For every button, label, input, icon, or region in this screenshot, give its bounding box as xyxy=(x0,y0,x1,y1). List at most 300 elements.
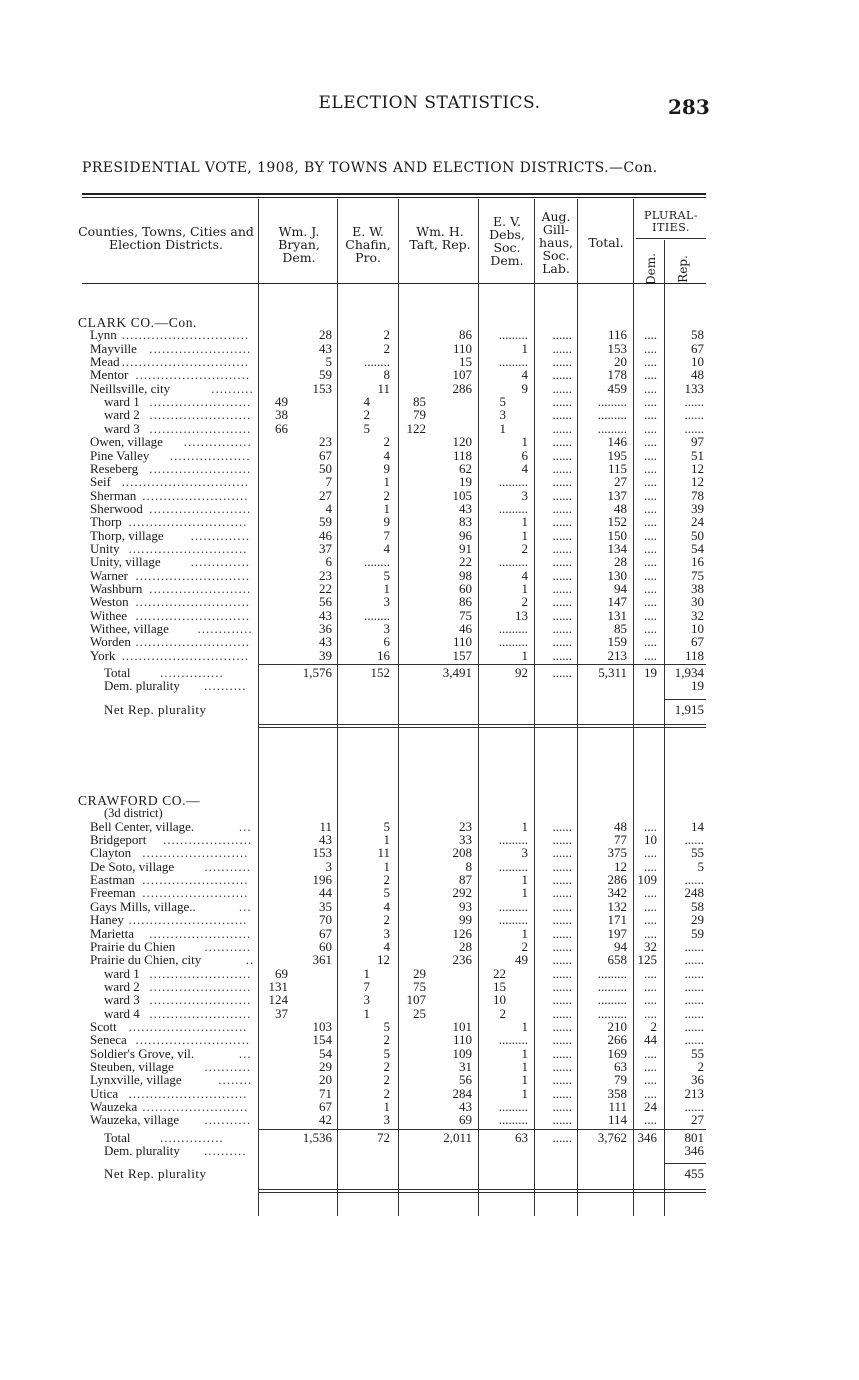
cell-taft: 62 xyxy=(459,460,472,476)
cell-gill: ...... xyxy=(552,581,572,596)
cell-total: 146 xyxy=(607,434,627,450)
cell-dem: .... xyxy=(644,460,657,476)
cell-chafin: 1 xyxy=(383,500,390,516)
cell-gill: ...... xyxy=(552,845,572,861)
cell-taft: 86 xyxy=(459,327,472,343)
cell-taft: 86 xyxy=(459,594,472,610)
cell-gill: ...... xyxy=(552,1018,572,1034)
cell-bryan: 22 xyxy=(319,581,332,596)
table-row xyxy=(0,846,859,859)
cell-bryan: 6 xyxy=(325,554,332,570)
cell-total: ......... xyxy=(597,978,627,994)
cell-total: 85 xyxy=(614,621,627,637)
cell-chafin: 2 xyxy=(383,1059,390,1074)
table-row xyxy=(0,475,859,488)
cell-taft: 96 xyxy=(459,527,472,543)
cell-taft: 31 xyxy=(459,1059,472,1074)
cell-gill: ...... xyxy=(552,992,572,1008)
cell-taft: 284 xyxy=(452,1085,472,1101)
cell-rep: 2 xyxy=(697,1059,704,1074)
table-row xyxy=(0,820,859,833)
row-label: ward 2 xyxy=(104,978,140,994)
leader-dots: ........... xyxy=(204,1112,252,1128)
cell-total: 63 xyxy=(614,1059,627,1074)
cell-chafin: 8 xyxy=(383,367,390,383)
table-row xyxy=(0,435,859,448)
cell-taft: 110 xyxy=(452,1032,472,1048)
cell-total: 197 xyxy=(607,925,627,941)
cell-rep: 19 xyxy=(691,678,704,694)
cell-chafin: 5 xyxy=(383,1045,390,1061)
cell-taft: 85 xyxy=(413,394,426,410)
cell-rep: 213 xyxy=(684,1085,704,1101)
cell-taft: 99 xyxy=(459,912,472,928)
header-name: Counties, Towns, Cities and Election Districts. xyxy=(78,224,254,252)
cell-dem: .... xyxy=(644,1059,657,1074)
cell-rep: ...... xyxy=(684,1005,704,1021)
cell-gill: ...... xyxy=(552,527,572,543)
table-row xyxy=(0,1113,859,1126)
cell-chafin: 2 xyxy=(383,340,390,356)
cell-dem: .... xyxy=(644,420,657,436)
cell-taft: 33 xyxy=(459,832,472,848)
table-row xyxy=(0,953,859,966)
cell-taft: 122 xyxy=(406,420,426,436)
cell-dem: .... xyxy=(644,340,657,356)
leader-dots: ... xyxy=(238,1045,252,1061)
cell-chafin: 12 xyxy=(377,952,390,968)
cell-chafin: ........ xyxy=(364,607,390,623)
cell-debs: 5 xyxy=(499,394,506,410)
cell-dem: .... xyxy=(644,1072,657,1088)
cell-gill: ...... xyxy=(552,474,572,490)
table-row xyxy=(0,502,859,515)
cell-bryan: 23 xyxy=(319,567,332,583)
cell-rep: 38 xyxy=(691,581,704,596)
leader-dots: .............................. xyxy=(121,474,250,490)
cell-dem: .... xyxy=(644,858,657,874)
cell-rep: ...... xyxy=(684,394,704,410)
cell-taft: 157 xyxy=(452,647,472,663)
cell-bryan: 60 xyxy=(319,938,332,954)
cell-total: 12 xyxy=(614,858,627,874)
cell-dem: .... xyxy=(644,540,657,556)
cell-dem: .... xyxy=(644,992,657,1008)
cell-debs: 92 xyxy=(515,665,528,681)
cell-taft: 292 xyxy=(452,885,472,901)
cell-rep: 48 xyxy=(691,367,704,383)
cell-dem: .... xyxy=(644,634,657,650)
cell-debs: ......... xyxy=(498,858,528,874)
leader-dots: ......................... xyxy=(142,885,249,901)
cell-dem: .... xyxy=(644,474,657,490)
table-row xyxy=(0,529,859,542)
cell-bryan: 67 xyxy=(319,447,332,463)
cell-total: 150 xyxy=(607,527,627,543)
cell-gill: ...... xyxy=(552,965,572,981)
row-label: Sherman xyxy=(90,487,137,503)
cell-taft: 2,011 xyxy=(443,1129,472,1145)
net-rule xyxy=(664,1163,706,1164)
cell-bryan: 1,576 xyxy=(302,665,332,681)
cell-taft: 15 xyxy=(459,354,472,370)
cell-taft: 75 xyxy=(413,978,426,994)
row-label: Thorp, village xyxy=(90,527,164,543)
row-label: Eastman xyxy=(90,872,135,888)
leader-dots: ........................... xyxy=(135,594,251,610)
table-row xyxy=(0,1020,859,1033)
cell-total: 213 xyxy=(607,647,627,663)
cell-total: 286 xyxy=(607,872,627,888)
row-label: Neillsville, city xyxy=(90,380,171,396)
row-label: Bell Center, village. xyxy=(90,818,195,834)
cell-bryan: 23 xyxy=(319,434,332,450)
cell-total: 5,311 xyxy=(598,665,627,681)
cell-chafin: 4 xyxy=(383,540,390,556)
cell-total: 132 xyxy=(607,898,627,914)
cell-gill: ...... xyxy=(552,407,572,423)
cell-gill: ...... xyxy=(552,380,572,396)
cell-taft: 23 xyxy=(459,818,472,834)
row-label: Utica xyxy=(90,1085,119,1101)
cell-dem: .... xyxy=(644,898,657,914)
pluralities-rule xyxy=(636,238,706,239)
cell-chafin: 5 xyxy=(383,818,390,834)
cell-rep: 14 xyxy=(691,818,704,834)
cell-gill: ...... xyxy=(552,1129,572,1145)
cell-bryan: 59 xyxy=(319,514,332,530)
row-label: Pine Valley xyxy=(90,447,150,463)
cell-chafin: 1 xyxy=(363,965,370,981)
leader-dots: ........... xyxy=(204,938,252,954)
cell-bryan: 11 xyxy=(319,818,332,834)
row-label: Washburn xyxy=(90,581,143,596)
cell-rep: 24 xyxy=(691,514,704,530)
row-label: Total xyxy=(104,1129,131,1145)
leader-dots: ........................... xyxy=(135,607,251,623)
table-row xyxy=(0,980,859,993)
row-label: Net Rep. plurality xyxy=(104,701,207,717)
page-number: 283 xyxy=(668,95,710,119)
cell-taft: 110 xyxy=(452,634,472,650)
row-label: Reseberg xyxy=(90,460,139,476)
leader-dots: .............................. xyxy=(121,354,250,370)
cell-gill: ...... xyxy=(552,327,572,343)
cell-total: 27 xyxy=(614,474,627,490)
table-row xyxy=(0,940,859,953)
cell-bryan: 1,536 xyxy=(302,1129,332,1145)
cell-gill: ...... xyxy=(552,898,572,914)
row-label: Sherwood xyxy=(90,500,143,516)
row-label: Thorp xyxy=(90,514,122,530)
row-label: Wauzeka xyxy=(90,1099,138,1115)
cell-dem: .... xyxy=(644,845,657,861)
leader-dots: ......................... xyxy=(142,845,249,861)
cell-bryan: 103 xyxy=(312,1018,332,1034)
cell-dem: .... xyxy=(644,978,657,994)
table-row xyxy=(0,462,859,475)
cell-chafin: 3 xyxy=(383,1112,390,1128)
cell-taft: 105 xyxy=(452,487,472,503)
cell-bryan: 154 xyxy=(312,1032,332,1048)
cell-dem: 44 xyxy=(644,1032,657,1048)
cell-dem: .... xyxy=(644,1085,657,1101)
cell-debs: ......... xyxy=(498,898,528,914)
cell-debs: ......... xyxy=(498,354,528,370)
cell-debs: 4 xyxy=(521,460,528,476)
table-row xyxy=(0,582,859,595)
cell-taft: 118 xyxy=(452,447,472,463)
table-row xyxy=(0,342,859,355)
cell-chafin: 5 xyxy=(363,420,370,436)
cell-gill: ...... xyxy=(552,872,572,888)
header-debs: E. V. Debs, Soc. Dem. xyxy=(489,214,525,268)
row-label: Worden xyxy=(90,634,131,650)
row-label: Seneca xyxy=(90,1032,127,1048)
row-label: Unity, village xyxy=(90,554,161,570)
cell-dem: .... xyxy=(644,594,657,610)
cell-debs: ......... xyxy=(498,474,528,490)
cell-debs: 2 xyxy=(499,1005,506,1021)
leader-dots: ........................... xyxy=(135,367,251,383)
cell-bryan: 42 xyxy=(319,1112,332,1128)
cell-taft: 107 xyxy=(406,992,426,1008)
cell-dem: .... xyxy=(644,912,657,928)
leader-dots: ................... xyxy=(169,447,251,463)
table-row xyxy=(0,1060,859,1073)
leader-dots: ..................... xyxy=(163,832,253,848)
cell-taft: 43 xyxy=(459,500,472,516)
cell-gill: ...... xyxy=(552,540,572,556)
cell-total: 210 xyxy=(607,1018,627,1034)
row-label: Owen, village xyxy=(90,434,163,450)
cell-chafin: 1 xyxy=(383,581,390,596)
cell-rep: 27 xyxy=(691,1112,704,1128)
row-label: Unity xyxy=(90,540,120,556)
cell-bryan: 3 xyxy=(325,858,332,874)
table-row xyxy=(0,1073,859,1086)
cell-chafin: 3 xyxy=(383,925,390,941)
leader-dots: ........... xyxy=(204,1059,252,1074)
cell-bryan: 67 xyxy=(319,1099,332,1115)
cell-debs: ......... xyxy=(498,912,528,928)
cell-dem: .... xyxy=(644,514,657,530)
table-row xyxy=(0,1047,859,1060)
cell-chafin: 7 xyxy=(383,527,390,543)
table-row xyxy=(0,368,859,381)
cell-chafin: 1 xyxy=(363,1005,370,1021)
cell-debs: 1 xyxy=(521,872,528,888)
leader-dots: ........................... xyxy=(135,1032,251,1048)
cell-taft: 29 xyxy=(413,965,426,981)
cell-rep: 58 xyxy=(691,898,704,914)
cell-total: 20 xyxy=(614,354,627,370)
table-row xyxy=(0,328,859,341)
cell-dem: .... xyxy=(644,818,657,834)
cell-chafin: 11 xyxy=(377,845,390,861)
cell-chafin: 2 xyxy=(383,872,390,888)
cell-chafin: 3 xyxy=(383,621,390,637)
table-row xyxy=(0,635,859,648)
cell-bryan: 70 xyxy=(319,912,332,928)
cell-total: 342 xyxy=(607,885,627,901)
cell-rep: ...... xyxy=(684,992,704,1008)
row-label: Weston xyxy=(90,594,129,610)
cell-taft: 236 xyxy=(452,952,472,968)
cell-debs: 4 xyxy=(521,567,528,583)
cell-total: 77 xyxy=(614,832,627,848)
cell-gill: ...... xyxy=(552,514,572,530)
cell-gill: ...... xyxy=(552,1005,572,1021)
cell-debs: 1 xyxy=(521,1018,528,1034)
cell-debs: 22 xyxy=(493,965,506,981)
cell-chafin: 4 xyxy=(383,447,390,463)
cell-debs: 1 xyxy=(521,885,528,901)
cell-debs: 3 xyxy=(499,407,506,423)
cell-dem: .... xyxy=(644,354,657,370)
header-bryan: Wm. J. Bryan, Dem. xyxy=(278,224,320,265)
row-label: Mayville xyxy=(90,340,137,356)
cell-total: 137 xyxy=(607,487,627,503)
cell-dem: 2 xyxy=(650,1018,657,1034)
cell-gill: ...... xyxy=(552,858,572,874)
leader-dots: .............. xyxy=(190,554,251,570)
cell-debs: ......... xyxy=(498,327,528,343)
cell-total: 28 xyxy=(614,554,627,570)
cell-bryan: 5 xyxy=(325,354,332,370)
top-rule xyxy=(82,193,706,195)
header-dem: Dem. xyxy=(644,253,658,285)
cell-dem: 109 xyxy=(637,872,657,888)
cell-rep: 54 xyxy=(691,540,704,556)
cell-dem: .... xyxy=(644,925,657,941)
cell-gill: ...... xyxy=(552,1059,572,1074)
row-label: Dem. plurality xyxy=(104,1143,180,1159)
leader-dots: .............................. xyxy=(121,647,250,663)
leader-dots: ........................ xyxy=(149,1005,252,1021)
table-row xyxy=(0,873,859,886)
cell-debs: 15 xyxy=(493,978,506,994)
table-row xyxy=(0,395,859,408)
row-label: ward 4 xyxy=(104,1005,140,1021)
row-label: Scott xyxy=(90,1018,117,1034)
cell-total: 3,762 xyxy=(597,1129,627,1145)
cell-chafin: 2 xyxy=(383,1032,390,1048)
cell-gill: ...... xyxy=(552,340,572,356)
cell-rep: 12 xyxy=(691,474,704,490)
cell-chafin: 1 xyxy=(383,858,390,874)
leader-dots: .......... xyxy=(204,1143,247,1159)
cell-total: ......... xyxy=(597,407,627,423)
cell-chafin: 4 xyxy=(383,938,390,954)
leader-dots: ........................ xyxy=(149,460,252,476)
cell-gill: ...... xyxy=(552,1045,572,1061)
cell-rep: 801 xyxy=(684,1129,704,1145)
cell-rep: 1,934 xyxy=(674,665,704,681)
cell-gill: ...... xyxy=(552,420,572,436)
cell-rep: 455 xyxy=(684,1166,704,1182)
cell-taft: 43 xyxy=(459,1099,472,1115)
cell-gill: ...... xyxy=(552,1032,572,1048)
cell-dem: .... xyxy=(644,965,657,981)
cell-bryan: 71 xyxy=(319,1085,332,1101)
table-row xyxy=(0,993,859,1006)
leader-dots: .............. xyxy=(190,527,251,543)
table-row xyxy=(0,860,859,873)
double-rule xyxy=(258,1189,706,1193)
cell-gill: ...... xyxy=(552,594,572,610)
cell-gill: ...... xyxy=(552,912,572,928)
cell-debs: 3 xyxy=(521,845,528,861)
cell-debs: 6 xyxy=(521,447,528,463)
cell-dem: .... xyxy=(644,327,657,343)
cell-chafin: 4 xyxy=(383,898,390,914)
cell-taft: 110 xyxy=(452,340,472,356)
cell-taft: 87 xyxy=(459,872,472,888)
table-row xyxy=(0,382,859,395)
table-title: PRESIDENTIAL VOTE, 1908, BY TOWNS AND ELECTION DISTRICTS.—Con. xyxy=(82,160,658,176)
cell-total: 147 xyxy=(607,594,627,610)
row-label: Lynn xyxy=(90,327,117,343)
cell-chafin: 72 xyxy=(377,1129,390,1145)
leader-dots: ... xyxy=(238,818,252,834)
cell-rep: ...... xyxy=(684,420,704,436)
cell-rep: 1,915 xyxy=(674,701,704,717)
cell-bryan: 49 xyxy=(275,394,288,410)
cell-total: 115 xyxy=(607,460,627,476)
table-row xyxy=(0,833,859,846)
header-rep: Rep. xyxy=(676,255,690,283)
cell-bryan: 67 xyxy=(319,925,332,941)
cell-debs: ......... xyxy=(498,1099,528,1115)
cell-gill: ...... xyxy=(552,434,572,450)
cell-debs: 9 xyxy=(521,380,528,396)
net-plurality-row xyxy=(0,703,859,716)
cell-rep: 16 xyxy=(691,554,704,570)
double-rule xyxy=(258,724,706,728)
row-label: Freeman xyxy=(90,885,136,901)
cell-rep: ...... xyxy=(684,965,704,981)
leader-dots: ... xyxy=(238,898,252,914)
cell-total: 169 xyxy=(607,1045,627,1061)
table-row xyxy=(0,422,859,435)
table-row xyxy=(0,408,859,421)
cell-dem: 19 xyxy=(644,665,657,681)
cell-bryan: 44 xyxy=(319,885,332,901)
cell-rep: 97 xyxy=(691,434,704,450)
header-bottom-rule xyxy=(82,283,706,284)
table-row xyxy=(0,569,859,582)
cell-total: 178 xyxy=(607,367,627,383)
header-chafin: E. W. Chafin, Pro. xyxy=(345,224,391,265)
cell-bryan: 56 xyxy=(319,594,332,610)
row-label: De Soto, village xyxy=(90,858,175,874)
cell-bryan: 35 xyxy=(319,898,332,914)
cell-taft: 107 xyxy=(452,367,472,383)
cell-bryan: 28 xyxy=(319,327,332,343)
cell-total: 375 xyxy=(607,845,627,861)
cell-taft: 3,491 xyxy=(442,665,472,681)
cell-dem: .... xyxy=(644,1112,657,1128)
cell-bryan: 66 xyxy=(275,420,288,436)
cell-total: 358 xyxy=(607,1085,627,1101)
cell-rep: ...... xyxy=(684,872,704,888)
cell-debs: ......... xyxy=(498,1032,528,1048)
leader-dots: ............... xyxy=(160,1129,224,1145)
cell-dem: .... xyxy=(644,527,657,543)
cell-rep: 55 xyxy=(691,1045,704,1061)
row-label: Prairie du Chien xyxy=(90,938,176,954)
